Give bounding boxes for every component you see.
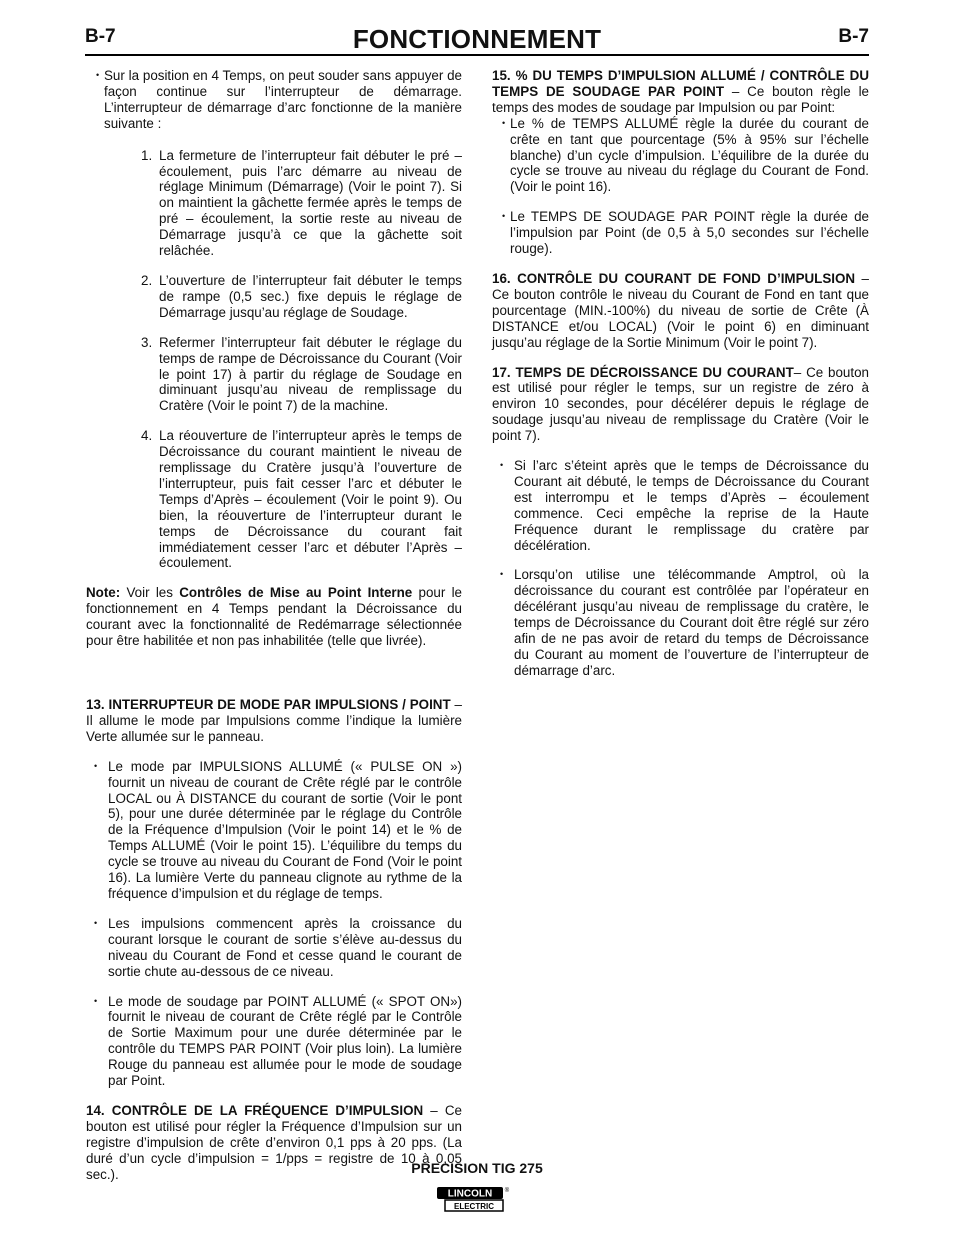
step-4 [86,428,462,571]
svg-text:®: ® [504,1188,510,1194]
svg-text:LINCOLN: LINCOLN [447,1188,493,1200]
step-text: La fermeture de l’interrupteur fait débuter le pré – écoulement, puis l’arc démarre au niveau de réglage Minimum (Démarrage) (Voir le point 7). Si on maintient la gâchette fermée après le temps de pré – écoulement, la sortie reste au niveau de Démarrage jusqu’à ce que la gâchette soit relâchée. [159,147,462,259]
section-heading: 15. % DU TEMPS D’IMPULSION ALLUMÉ / CONTRÔLE DU TEMPS DE SOUDAGE PAR POINT [492,68,869,99]
right-column [492,68,869,679]
section-heading: 14. CONTRÔLE DE LA FRÉQUENCE D’IMPULSION [86,1102,424,1118]
step-1 [86,148,462,259]
s13-bullet-1: • Le mode par IMPULSIONS ALLUMÉ (« PULSE ON ») fournit un niveau de courant de Crête réglé par le contrôle LOCAL ou À DISTANCE du courant de sortie (Voir le pont 5), pour une durée déterminée par le réglage du Contrôle de la Fréquence d’Impulsion (Voir le point 14) et le % de Temps ALLUMÉ (Voir le point 15). L’équilibre du temps du cycle se trouve au niveau du Courant de Fond (Voir le point 16). La lumière Verte du panneau clignote au rythme de la fréquence d’impulsion et du réglage de temps. [86,759,462,902]
page-number-left: B-7 [85,26,116,47]
page-title: FONCTIONNEMENT [352,24,602,54]
step-text: L’ouverture de l’interrupteur fait débuter le temps de rampe (0,5 sec.) fixe depuis le réglage de Démarrage jusqu’au réglage de Soudage. [159,272,462,320]
s15-bullet-2: • Le TEMPS DE SOUDAGE PAR POINT règle la durée de l’impulsion par Point (de 0,5 à 5,0 secondes sur l’échelle rouge). [492,209,869,257]
s17-bullet-2: • Lorsqu’on utilise une télécommande Amptrol, où la décroissance du courant est contrôlée par l’opérateur en décélérant jusqu’au niveau de remplissage du cratère, le temps de Décroissance du Courant doit être réglé sur zéro afin de ne pas avoir de retard du temps de Décroissance du Courant au moment de l’ouverture de l’interrupteur de démarrage d’arc. [492,567,869,678]
note-paragraph: Note: Voir les Contrôles de Mise au Point Interne pour le fonctionnement en 4 Temps pendant la Décroissance du courant avec la fonctionnalité de Redémarrage sélectionnée pour être habilitée et non pas inhabilitée (telle que livrée). [86,585,463,649]
s17-bullet-1: • Si l’arc s’éteint après que le temps de Décroissance du Courant ait débuté, le temps de Décroissance du Courant est interrompu et le temps d’Après – écoulement commence. Ceci empêche la reprise de la Haute Fréquence durant le remplissage du cratère par décélération. [492,458,869,553]
intro-bullet: • Sur la position en 4 Temps, on peut souder sans appuyer de façon continue sur l’interrupteur de démarrage. L’interrupteur de démarrage d’arc fonctionne de la manière suivante : [86,68,462,132]
s13-bullet-2: • Les impulsions commencent après la croissance du courant lorsque le courant de sortie s’élève au-dessus du niveau du Courant de Fond et cesse quand le courant de sortie chute au-dessous de ce niveau. [86,916,462,980]
note-reference: Contrôles de Mise au Point Interne [179,585,413,601]
section-13: 13. INTERRUPTEUR DE MODE PAR IMPULSIONS / POINT – Il allume le mode par Impulsions comme l’indique la lumière Verte allumée sur le panneau. [86,697,462,744]
step-number: 2. [141,272,153,288]
note-label: Note: [86,585,121,601]
s15-bullet-1: • Le % de TEMPS ALLUMÉ règle la durée du courant de crête en tant que pourcentage (5% à 95% sur l’échelle blanche) d’un cycle d’impulsion. L’équilibre de la durée du cycle se trouve au niveau du réglage du Courant de Fond. (Voir le point 16). [492,116,869,196]
section-heading: 17. TEMPS DE DÉCROISSANCE DU COURANT [492,364,794,380]
section-16: 16. CONTRÔLE DU COURANT DE FOND D’IMPULSION – Ce bouton contrôle le niveau du Courant de Fond en tant que pourcentage (MIN.-100%) du niveau de sortie de Crête (À DISTANCE et/ou LOCAL) (Voir le point 6) en diminuant jusqu’au réglage de la Sortie Minimum (Voir le point 7). [492,270,869,350]
step-number: 4. [141,428,153,444]
step-text: Refermer l’interrupteur fait débuter le réglage du temps de rampe de Décroissance du Courant (Voir le point 17) à partir du réglage de Soudage en diminuant jusqu’au niveau de remplissage du Cratère (Voir le point 7) de la machine. [159,334,462,414]
left-column [86,68,462,1182]
step-text: La réouverture de l’interrupteur après le temps de Décroissance du courant maintient le niveau de remplissage du Cratère jusqu’à l’ouverture de l’interrupteur, puis fait cesser l’arc et débuter le Temps d’Après – écoulement (Voir le point 9). Ou bien, la réouverture de l’interrupteur durant le temps de Décroissance du courant fait immédiatement cesser l’arc et débuter l’Après – écoulement. [159,428,462,571]
step-3 [86,335,462,415]
header-rule [85,54,869,56]
section-heading: 13. INTERRUPTEUR DE MODE PAR IMPULSIONS / POINT [86,697,451,712]
model-name: PRECISION TIG 275 [411,1160,543,1176]
section-15: 15. % DU TEMPS D’IMPULSION ALLUMÉ / CONTRÔLE DU TEMPS DE SOUDAGE PAR POINT – Ce bouton règle le temps des modes de soudage par Impulsion ou par Point: [492,68,869,115]
step-number: 3. [141,334,153,350]
svg-text:ELECTRIC: ELECTRIC [454,1201,494,1211]
step-2 [86,273,462,321]
section-heading: 16. CONTRÔLE DU COURANT DE FOND D’IMPULSION [492,270,856,286]
section-14: 14. CONTRÔLE DE LA FRÉQUENCE D’IMPULSION – Ce bouton est utilisé pour régler la Fréquence d’Impulsion sur un registre d’impulsion de crête d’environ 0,1 pps à 20 pps. (La duré d’un cycle d’impulsion = 1/pps = registre de 10 à 0,05 sec.). [86,1102,462,1182]
step-number: 1. [141,147,153,163]
section-17: 17. TEMPS DE DÉCROISSANCE DU COURANT– Ce bouton est utilisé pour régler le temps, sur un registre de zéro à environ 10 secondes, pour décélérer depuis le réglage de soudage jusqu’au niveau de remplissage du Cratère (Voir le point 7). [492,364,869,444]
page-number-right: B-7 [838,26,869,47]
s13-bullet-3: • Le mode de soudage par POINT ALLUMÉ (« SPOT ON») fournit le niveau de courant de Crête réglé par le Contrôle de Sortie Maximum pour une durée déterminée par le contrôle du TEMPS PAR POINT (Voir plus loin). La lumière Rouge du panneau est allumée pour le mode de soudage par Point. [86,994,462,1089]
lincoln-electric-logo [436,1186,510,1213]
page-header [0,0,954,60]
